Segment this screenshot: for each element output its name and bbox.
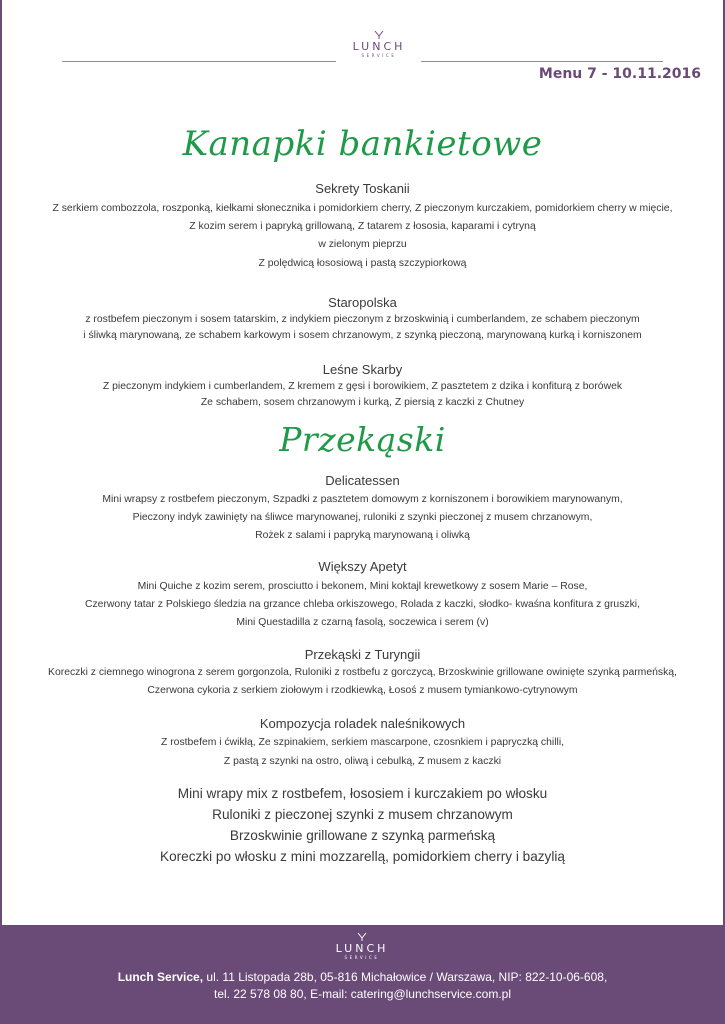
menu-line: w zielonym pieprzu: [318, 239, 407, 250]
menu-line: Koreczki z ciemnego winogrona z serem gorgonzola, Ruloniki z rostbefu z gorczycą, Brzoskwinie grillowane owinięte szynką parmeńską,: [48, 667, 677, 678]
menu-line: Z pieczonym indykiem i cumberlandem, Z kremem z gęsi i borowikiem, Z pasztetem z dzika i konfiturą z borówek: [102, 381, 623, 392]
fork-knife-icon: [356, 932, 368, 942]
menu-line: Czerwony tatar z Polskiego śledzia na grzance chleba orkiszowego, Rolada z kaczki, słodko- kwaśna konfitura z gruszki,: [84, 599, 640, 610]
menu-line: Z rostbefem i ćwikłą, Ze szpinakiem, serkiem mascarpone, czosnkiem i papryczką chilli,: [160, 737, 565, 748]
fork-knife-icon: [373, 30, 385, 40]
section-title-przekaski: Przekąski: [279, 420, 446, 459]
logo-subtitle: SERVICE: [361, 53, 397, 58]
menu-line: Mini Questadilla z czarną fasolą, soczewica i serem (v): [236, 617, 489, 628]
menu-date: Menu 7 - 10.11.2016: [538, 66, 701, 82]
menu-line: Z kozim serem i papryką grillowaną, Z tatarem z łososia, kaparami i cytryną: [189, 221, 536, 232]
header-divider-left: [62, 61, 336, 62]
group-name: Delicatessen: [325, 473, 400, 488]
group-name: Leśne Skarby: [322, 362, 403, 377]
group-name: Sekrety Toskanii: [315, 181, 410, 196]
extra-item: Ruloniki z pieczonej szynki z musem chrzanowym: [212, 807, 513, 822]
menu-line: Z pastą z szynki na ostro, oliwą i cebulką, Z musem z kaczki: [223, 756, 502, 767]
group-name: Większy Apetyt: [318, 559, 407, 574]
menu-line: Rożek z salami i papryką marynowaną i oliwką: [255, 530, 470, 541]
group-name: Staropolska: [328, 295, 397, 310]
footer-address-text: ul. 11 Listopada 28b, 05-816 Michałowice / Warszawa, NIP: 822-10-06-608,: [203, 970, 608, 984]
group-name: Przekąski z Turyngii: [304, 647, 421, 662]
section-title-kanapki: Kanapki bankietowe: [182, 124, 543, 164]
page-header: [0, 30, 725, 70]
extra-item: Koreczki po włosku z mini mozzarellą, pomidorkiem cherry i bazylią: [160, 849, 565, 864]
logo-wordmark: LUNCH: [352, 40, 406, 53]
footer-logo: [322, 932, 402, 961]
group-name: Kompozycja roladek naleśnikowych: [259, 716, 466, 731]
menu-line: Ze schabem, sosem chrzanowym i kurką, Z piersią z kaczki z Chutney: [200, 397, 525, 408]
header-divider-right: [421, 61, 663, 62]
menu-line: Z serkiem combozzola, roszponką, kiełkami słonecznika i pomidorkiem cherry, Z pieczonym kurczakiem, pomidorkiem cherry w mięcie,: [52, 203, 673, 214]
extra-item: Brzoskwinie grillowane z szynką parmeńską: [229, 828, 496, 843]
footer-address: [0, 970, 725, 984]
page-footer: [0, 925, 725, 1024]
footer-contact: tel. 22 578 08 80, E-mail: catering@lunchservice.com.pl: [214, 987, 511, 1001]
extra-item: Mini wrapy mix z rostbefem, łososiem i kurczakiem po włosku: [177, 786, 548, 801]
menu-line: Czerwona cykoria z serkiem ziołowym i rzodkiewką, Łosoś z musem tymiankowo-cytrynowym: [147, 685, 578, 696]
menu-line: Z polędwicą łososiową i pastą szczypiorkową: [258, 258, 467, 269]
menu-line: Pieczony indyk zawinięty na śliwce marynowanej, ruloniki z szynki pieczonej z musem chrzanowym,: [132, 512, 593, 523]
menu-line: Mini wrapsy z rostbefem pieczonym, Szpadki z pasztetem domowym z korniszonem i borowikiem marynowanym,: [102, 494, 623, 505]
footer-company: Lunch Service,: [117, 970, 204, 984]
logo-subtitle: SERVICE: [344, 955, 380, 960]
brand-logo: [342, 30, 416, 59]
menu-line: i śliwką marynowaną, ze schabem karkowym i sosem chrzanowym, z szynką pieczoną, marynowaną kurką i korniszonem: [83, 330, 642, 341]
logo-wordmark: LUNCH: [335, 942, 389, 955]
menu-line: z rostbefem pieczonym i sosem tatarskim, z indykiem pieczonym z brzoskwinią i cumberlandem, ze schabem pieczonym: [85, 314, 640, 325]
menu-line: Mini Quiche z kozim serem, prosciutto i bekonem, Mini koktajl krewetkowy z sosem Marie – Rose,: [137, 581, 588, 592]
